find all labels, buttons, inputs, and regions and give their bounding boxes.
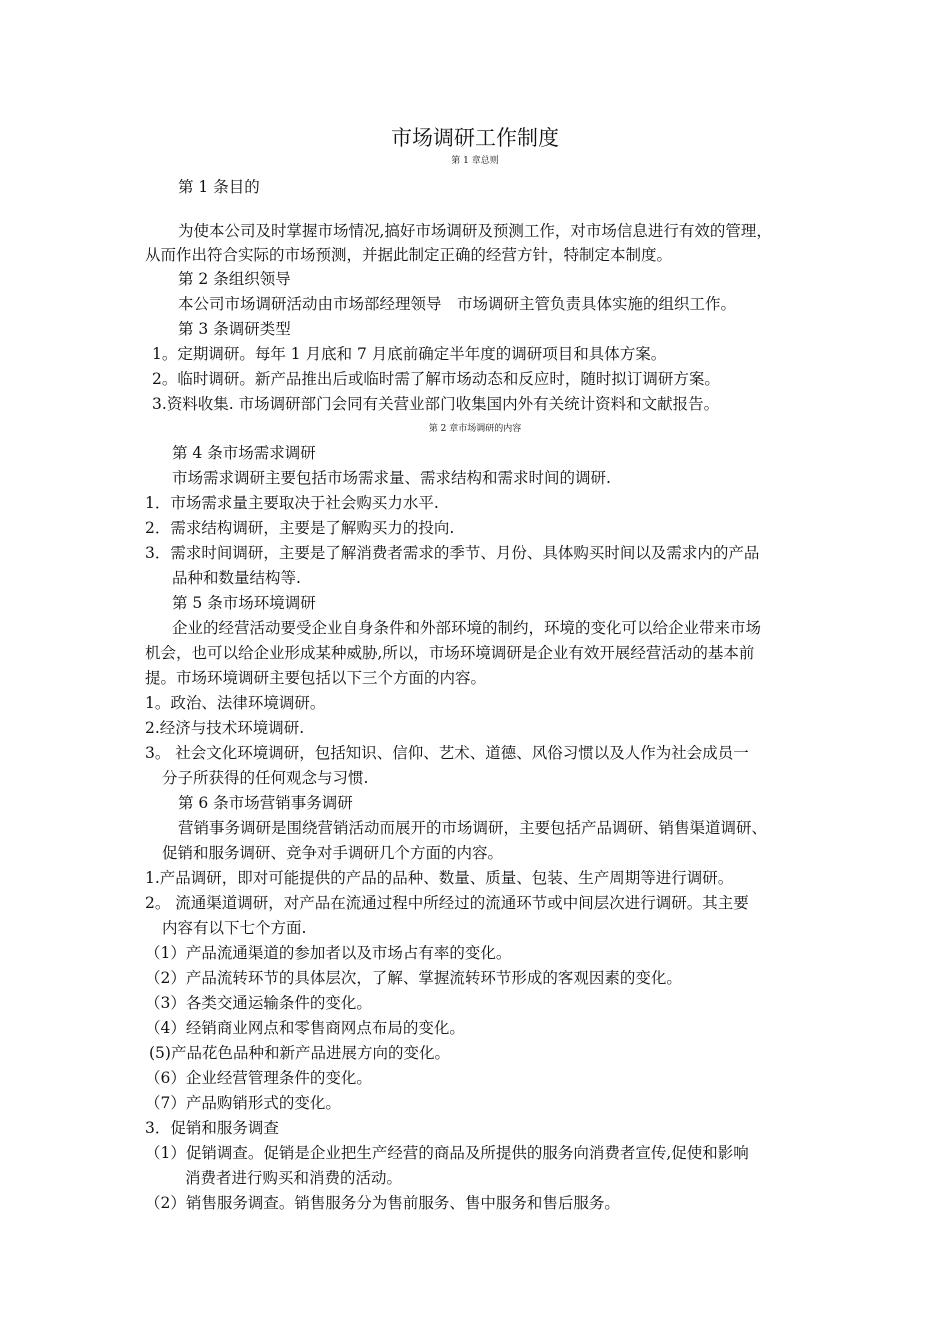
- list-item: 2。 流通渠道调研，对产品在流通过程中所经过的流通环节或中间层次进行调研。其主要: [145, 894, 749, 912]
- sub-list-item: （4）经销商业网点和零售商网点布局的变化。: [145, 1019, 465, 1037]
- list-item: 1。定期调研。每年 1 月底和 7 月底前确定半年度的调研项目和具体方案。: [152, 345, 667, 363]
- paragraph-line: 机会，也可以给企业形成某种威胁,所以，市场环境调研是企业有效开展经营活动的基本前: [145, 644, 755, 662]
- document-title: 市场调研工作制度: [391, 126, 559, 150]
- paragraph-line: 为使本公司及时掌握市场情况,搞好市场调研及预测工作，对市场信息进行有效的管理，: [178, 222, 772, 240]
- chapter-heading: 第 1 章总则: [451, 156, 499, 166]
- article-heading: 第 4 条市场需求调研: [172, 444, 316, 462]
- list-item-continuation: 分子所获得的任何观念与习惯.: [162, 769, 369, 787]
- sub-list-item: （1）促销调查。促销是企业把生产经营的商品及所提供的服务向消费者宣传,促使和影响: [145, 1144, 749, 1162]
- list-item: 2.经济与技术环境调研.: [145, 719, 305, 737]
- article-heading: 第 6 条市场营销事务调研: [178, 794, 353, 812]
- sub-list-item: （2）销售服务调查。销售服务分为售前服务、售中服务和售后服务。: [145, 1194, 620, 1212]
- sub-list-item: (5)产品花色品种和新产品进展方向的变化。: [149, 1044, 450, 1062]
- sub-list-item: （2）产品流转环节的具体层次，了解、掌握流转环节形成的客观因素的变化。: [145, 969, 682, 987]
- list-item: 3.资料收集. 市场调研部门会同有关营业部门收集国内外有关统计资料和文献报告。: [152, 395, 720, 413]
- sub-list-item: （3）各类交通运输条件的变化。: [145, 994, 372, 1012]
- list-item: 1.产品调研，即对可能提供的产品的品种、数量、质量、包装、生产周期等进行调研。: [145, 869, 734, 887]
- list-item: 3。 社会文化环境调研，包括知识、信仰、艺术、道德、风俗习惯以及人作为社会成员一: [145, 744, 749, 762]
- article-heading: 第 5 条市场环境调研: [172, 594, 316, 612]
- sub-list-item: （7）产品购销形式的变化。: [145, 1094, 341, 1112]
- paragraph-line: 市场需求调研主要包括市场需求量、需求结构和需求时间的调研.: [172, 469, 611, 487]
- paragraph-line: 从而作出符合实际的市场预测，并据此制定正确的经营方针，特制定本制度。: [145, 246, 673, 264]
- paragraph-line: 促销和服务调研、竞争对手调研几个方面的内容。: [162, 844, 504, 862]
- list-item-continuation: 内容有以下七个方面.: [162, 919, 307, 937]
- list-item: 3．需求时间调研，主要是了解消费者需求的季节、月份、具体购买时间以及需求内的产品: [145, 544, 760, 562]
- sub-list-item-continuation: 消费者进行购买和消费的活动。: [185, 1169, 403, 1187]
- paragraph-line: 本公司市场调研活动由市场部经理领导 市场调研主管负责具体实施的组织工作。: [178, 295, 737, 313]
- list-item-continuation: 品种和数量结构等.: [172, 569, 301, 587]
- article-heading: 第 2 条组织领导: [178, 270, 291, 288]
- sub-list-item: （1）产品流通渠道的参加者以及市场占有率的变化。: [145, 944, 512, 962]
- list-item: 1。政治、法律环境调研。: [145, 694, 326, 712]
- paragraph-line: 营销事务调研是围绕营销活动而展开的市场调研，主要包括产品调研、销售渠道调研、: [178, 819, 768, 837]
- paragraph-line: 提。市场环境调研主要包括以下三个方面的内容。: [145, 669, 487, 687]
- article-heading: 第 3 条调研类型: [178, 320, 291, 338]
- chapter-heading: 第 2 章市场调研的内容: [428, 424, 522, 434]
- sub-list-item: （6）企业经营管理条件的变化。: [145, 1069, 372, 1087]
- list-item: 2。临时调研。新产品推出后或临时需了解市场动态和反应时，随时拟订调研方案。: [152, 370, 720, 388]
- list-item: 2．需求结构调研，主要是了解购买力的投向.: [145, 519, 455, 537]
- list-item: 3．促销和服务调查: [145, 1119, 279, 1137]
- article-heading: 第 1 条目的: [178, 178, 260, 196]
- paragraph-line: 企业的经营活动要受企业自身条件和外部环境的制约，环境的变化可以给企业带来市场: [172, 619, 762, 637]
- list-item: 1．市场需求量主要取决于社会购买力水平.: [145, 494, 439, 512]
